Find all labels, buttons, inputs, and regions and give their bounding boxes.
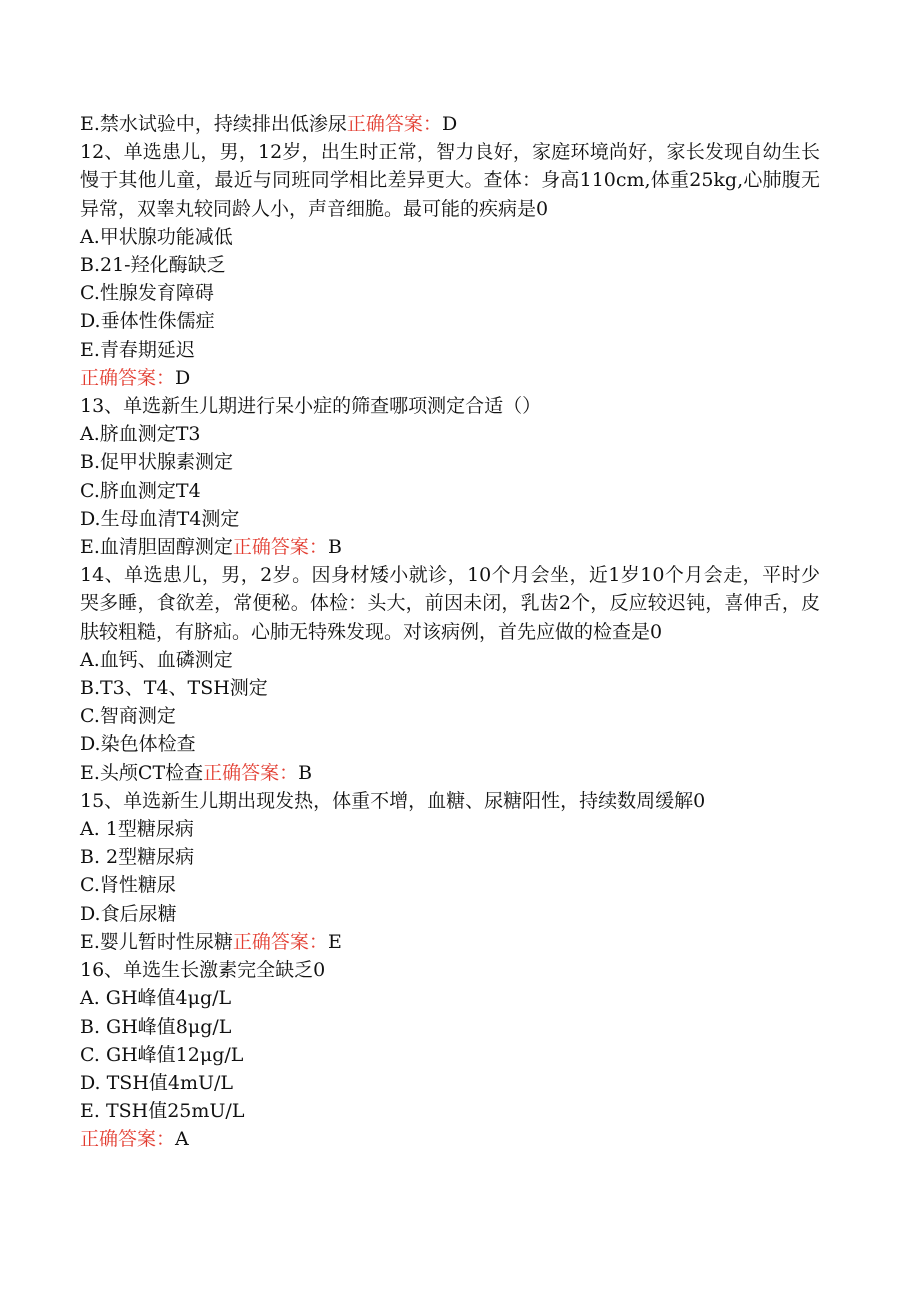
q14-option-d: D.染色体检查 [80,733,196,756]
q16-option-c: C. GH峰值12μg/L [80,1043,244,1066]
q16-answer-label: 正确答案： [80,1128,176,1151]
q12-answer-line [80,364,820,392]
q13-option-e: E.血清胆固醇测定 [80,536,233,559]
q15-answer-value: E [327,930,342,953]
q14-stem: 14、单选患儿，男，2岁。因身材矮小就诊，10个月会坐，近1岁10个月会走，平时少哭多睡，食欲差，常便秘。体检：头大，前因未闭，乳齿2个，反应较迟钝，喜伸舌，皮肤较粗糙，有脐疝。心肺无特殊发现。对该病例，首先应做的检查是0 [80,564,820,643]
q14-option-e: E.头颅CT检查 [80,761,204,784]
q14-option-e-line [80,759,820,787]
q12-option-c: C.性腺发育障碍 [80,282,214,305]
q13-option-c: C.脐血测定T4 [80,479,201,502]
q14-answer-label: 正确答案： [203,761,299,784]
q11-option-e-line [80,110,820,138]
q13-option-a: A.脐血测定T3 [80,423,201,446]
q15-option-c: C.肾性糖尿 [80,874,176,897]
q12-option-d: D.垂体性侏儒症 [80,310,215,333]
q11-option-e: E.禁水试验中，持续排出低渗尿 [80,113,347,135]
q12-option-e: E.青春期延迟 [80,338,195,361]
q14-option-c: C.智商测定 [80,705,176,728]
q15-stem: 15、单选新生儿期出现发热，体重不增，血糖、尿糖阳性，持续数周缓解0 [80,789,706,812]
q13-answer-label: 正确答案： [232,536,328,559]
q13-option-b: B.促甲状腺素测定 [80,451,234,474]
q16-answer-value: A [175,1128,189,1151]
q12-stem: 12、单选患儿，男，12岁，出生时正常，智力良好，家庭环境尚好，家长发现自幼生长慢于其他儿童，最近与同班同学相比差异更大。查体：身高110cm,体重25kg,心肺腹无异常，双睾丸较同龄人小，声音细脆。最可能的疾病是0 [80,141,820,220]
q13-answer-value: B [327,536,342,559]
q15-option-b: B. 2型糖尿病 [80,846,195,869]
q15-option-a: A. 1型糖尿病 [80,818,194,841]
q16-option-b: B. GH峰值8μg/L [80,1015,232,1038]
q14-answer-value: B [298,761,313,784]
q13-option-e-line [80,533,820,561]
q11-answer-value: D [441,113,458,135]
q16-answer-line [80,1125,820,1153]
q11-answer-label: 正确答案： [346,113,442,135]
document-page [80,110,820,1154]
q12-option-b: B.21-羟化酶缺乏 [80,254,226,277]
q12-answer-value: D [175,366,191,389]
q16-option-e: E. TSH值25mU/L [80,1100,245,1123]
q16-stem: 16、单选生长激素完全缺乏0 [80,959,326,982]
q15-answer-label: 正确答案： [232,930,328,953]
q15-option-e: E.婴儿暂时性尿糖 [80,930,233,953]
q15-option-e-line [80,928,820,956]
q13-stem: 13、单选新生儿期进行呆小症的筛查哪项测定合适（） [80,395,542,418]
q12-option-a: A.甲状腺功能减低 [80,225,233,248]
q15-option-d: D.食后尿糖 [80,902,177,925]
q14-option-a: A.血钙、血磷测定 [80,648,233,671]
q13-option-d: D.生母血清T4测定 [80,507,240,530]
q12-answer-label: 正确答案： [80,366,176,389]
q16-option-a: A. GH峰值4μg/L [80,987,232,1010]
q14-option-b: B.T3、T4、TSH测定 [80,677,268,700]
q16-option-d: D. TSH值4mU/L [80,1071,234,1094]
